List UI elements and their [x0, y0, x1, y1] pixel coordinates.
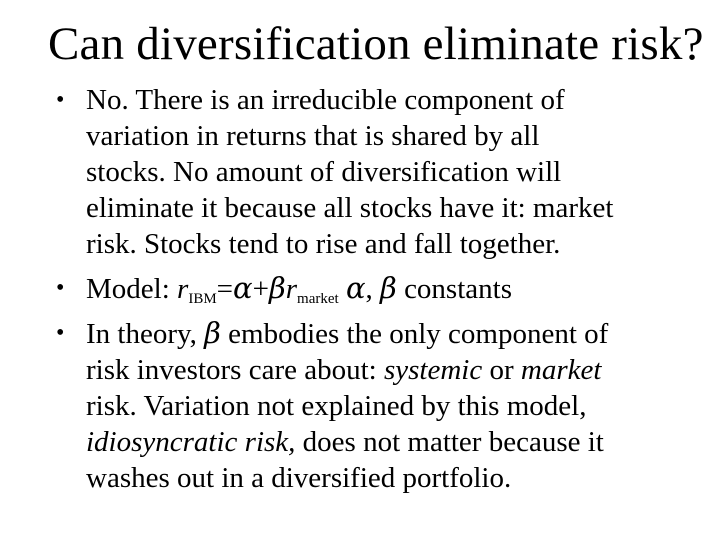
model-alpha-constant: α — [345, 271, 366, 305]
bullet-3-line-4 — [86, 424, 692, 460]
bullet-3-line-2 — [86, 352, 692, 388]
model-plus: + — [252, 273, 269, 305]
model-sub-market: market — [297, 291, 339, 307]
bullet-1-line-4: eliminate it because all stocks have it: market — [86, 192, 614, 224]
model-prefix: Model: — [86, 273, 178, 305]
model-beta: β — [268, 271, 286, 305]
model-sub-ibm: IBM — [188, 291, 217, 307]
model-r-ibm: r — [177, 273, 189, 305]
theory-l2-mid: or — [482, 354, 521, 386]
theory-pre: In theory, — [86, 318, 205, 350]
bullet-1-line-5: risk. Stocks tend to rise and fall together. — [86, 228, 561, 260]
theory-systemic: systemic — [383, 354, 483, 386]
model-suffix: constants — [396, 273, 512, 305]
model-alpha: α — [233, 271, 253, 305]
bullet-item-theory — [52, 315, 692, 496]
bullet-dot-icon: • — [56, 87, 65, 113]
theory-idiosyncratic: idiosyncratic risk, — [86, 426, 296, 458]
bullet-dot-icon: • — [56, 320, 65, 346]
bullet-list — [52, 82, 692, 496]
bullet-1-line-1: No. There is an irreducible component of — [86, 84, 565, 116]
bullet-item-no — [52, 82, 692, 262]
bullet-dot-icon: • — [56, 275, 65, 301]
slide-title: Can diversification eliminate risk? — [48, 18, 704, 70]
bullet-item-model — [52, 270, 692, 307]
theory-post: embodies the only component of — [220, 318, 609, 350]
model-r-market: r — [285, 273, 298, 305]
theory-l4-post: does not matter because it — [295, 426, 604, 458]
model-equals: = — [216, 273, 234, 305]
model-beta-constant: β — [380, 271, 397, 305]
theory-beta: β — [204, 316, 221, 350]
bullet-3-line-5: washes out in a diversified portfolio. — [86, 462, 512, 494]
model-comma: , — [365, 273, 381, 305]
bullet-1-line-3: stocks. No amount of diversification will — [86, 156, 562, 188]
bullet-1-line-2: variation in returns that is shared by all — [86, 120, 540, 152]
theory-l2-pre: risk investors care about: — [86, 354, 384, 386]
theory-market: market — [520, 354, 602, 386]
bullet-3-line-3: risk. Variation not explained by this model, — [86, 390, 587, 422]
bullet-3-line-1 — [86, 315, 692, 352]
